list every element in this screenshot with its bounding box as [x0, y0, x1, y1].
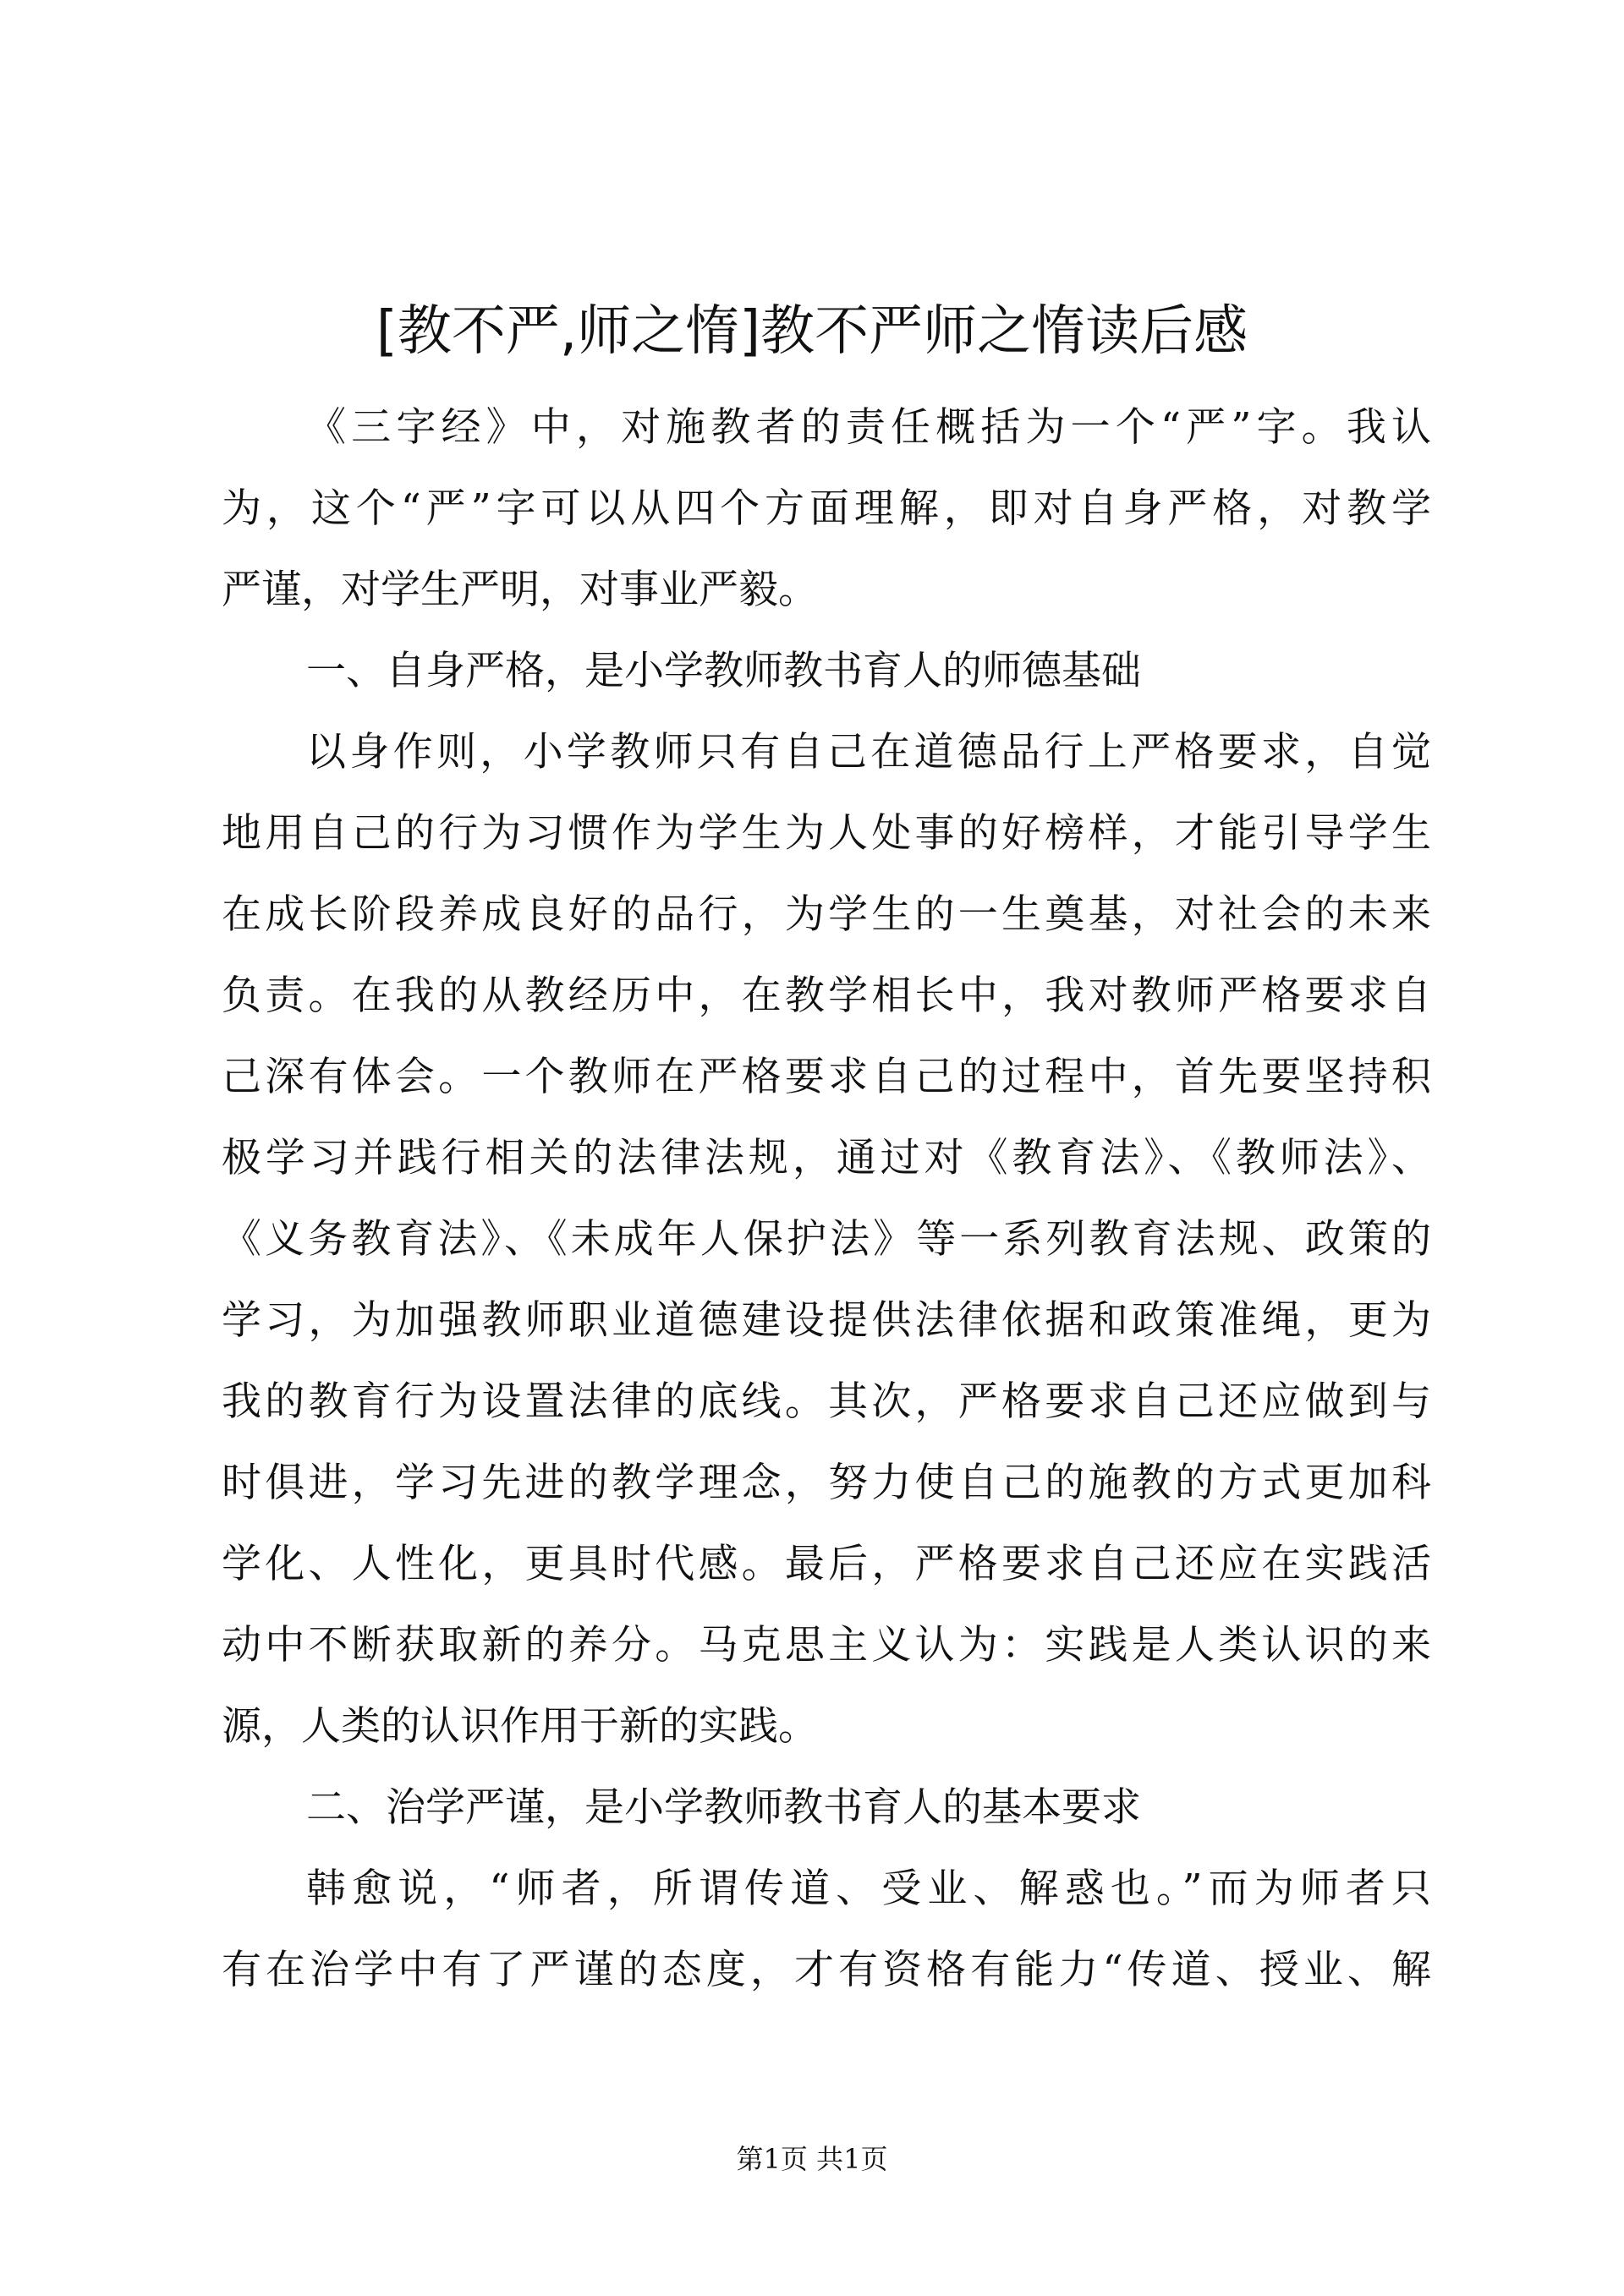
document-title: [教不严,师之惰]教不严师之惰读后感	[376, 300, 1248, 363]
text-line: 时俱进，学习先进的教学理念，努力使自己的施教的方式更加科	[222, 1460, 1431, 1506]
text-line: 我的教育行为设置法律的底线。其次，严格要求自己还应做到与	[222, 1378, 1431, 1425]
text-line: 二、治学严谨，是小学教师教书育人的基本要求	[306, 1784, 1141, 1831]
text-line: 在成长阶段养成良好的品行，为学生的一生奠基，对社会的未来	[222, 891, 1431, 938]
text-line: 己深有体会。一个教师在严格要求自己的过程中，首先要坚持积	[222, 1054, 1431, 1100]
text-line: 为，这个“严”字可以从四个方面理解，即对自身严格，对教学	[222, 485, 1431, 532]
text-line: 学习，为加强教师职业道德建设提供法律依据和政策准绳，更为	[222, 1297, 1431, 1344]
text-line: 韩愈说，“师者，所谓传道、受业、解惑也。”而为师者只	[306, 1866, 1431, 1912]
paragraph	[222, 1849, 1431, 2011]
text-line: 以身作则，小学教师只有自己在道德品行上严格要求，自觉	[306, 729, 1431, 775]
document-body	[222, 387, 1431, 2011]
text-line: 严谨，对学生严明，对事业严毅。	[222, 567, 818, 613]
text-line: 有在治学中有了严谨的态度，才有资格有能力“传道、授业、解	[222, 1947, 1431, 1993]
text-line: 极学习并践行相关的法律法规，通过对《教育法》、《教师法》、	[222, 1135, 1431, 1181]
paragraph	[222, 1767, 1431, 1849]
text-line: 源，人类的认识作用于新的实践。	[222, 1703, 818, 1750]
text-line: 负责。在我的从教经历中，在教学相长中，我对教师严格要求自	[222, 973, 1431, 1019]
text-line: 动中不断获取新的养分。马克思主义认为：实践是人类认识的来	[222, 1622, 1431, 1669]
text-line: 学化、人性化，更具时代感。最后，严格要求自己还应在实践活	[222, 1541, 1431, 1587]
text-line: 《三字经》中，对施教者的责任概括为一个“严”字。我认	[306, 404, 1431, 451]
page-footer: 第1页 共1页	[736, 2143, 888, 2175]
text-line: 《义务教育法》、《未成年人保护法》等一系列教育法规、政策的	[222, 1216, 1431, 1263]
text-line: 地用自己的行为习惯作为学生为人处事的好榜样，才能引导学生	[222, 810, 1431, 857]
text-line: 一、自身严格，是小学教师教书育人的师德基础	[306, 648, 1141, 694]
paragraph	[222, 631, 1431, 712]
paragraph	[222, 387, 1431, 631]
paragraph	[222, 712, 1431, 1767]
